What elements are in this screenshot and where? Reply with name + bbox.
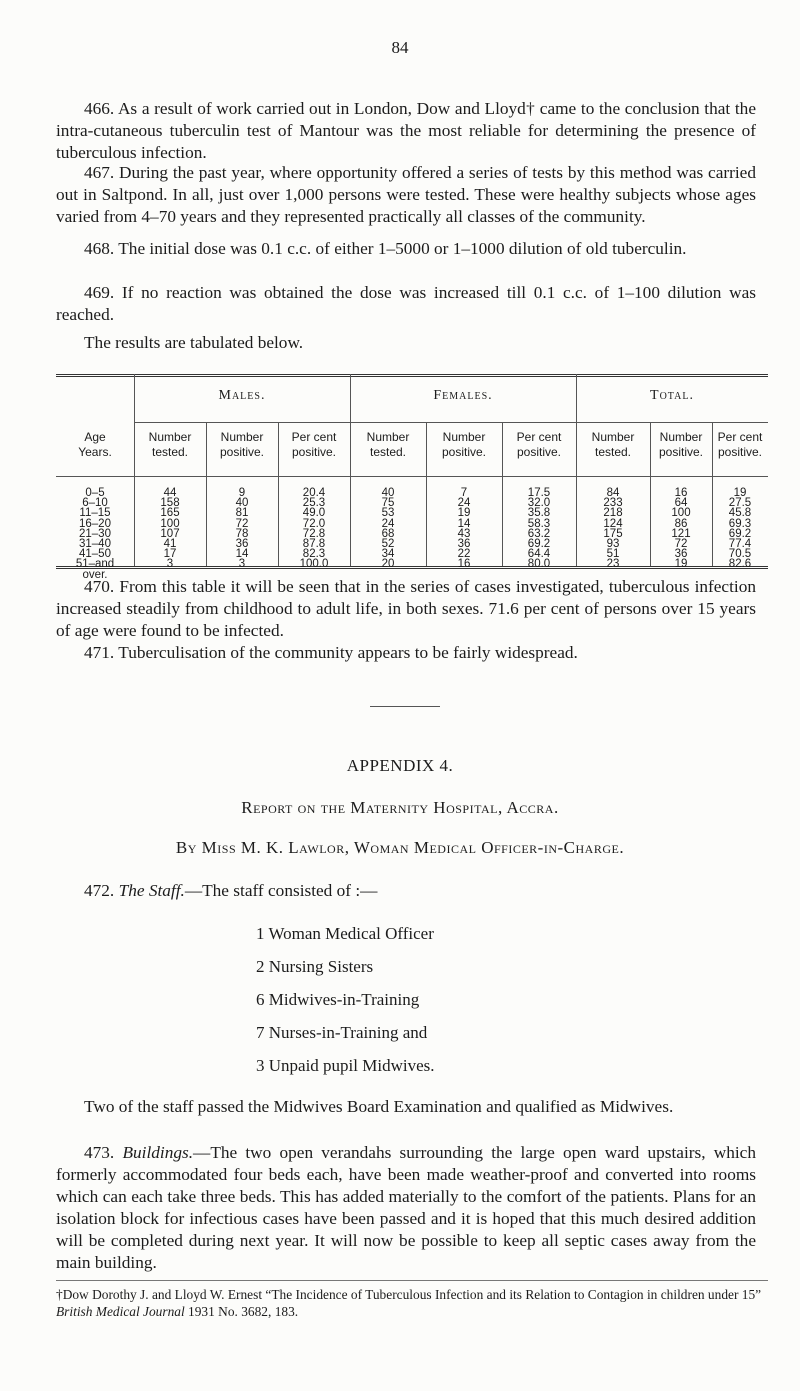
page-number: 84 — [391, 38, 409, 57]
age-cell: 51–and — [75, 558, 115, 571]
column-header-line: Number — [148, 430, 192, 444]
age-cell: 6–10 — [82, 497, 108, 510]
table-cell: 51 — [606, 548, 620, 561]
column-header-line: positive. — [441, 445, 487, 459]
table-top-rule — [56, 374, 768, 377]
paragraph-473 — [56, 1142, 756, 1274]
table-cell: 36 — [674, 548, 688, 561]
table-cell: 3 — [238, 558, 246, 571]
table-cell: 53 — [381, 507, 395, 520]
table-group-rule — [134, 422, 768, 423]
column-header — [426, 430, 502, 460]
table-cell: 233 — [603, 497, 623, 510]
table-cell: 43 — [457, 527, 471, 540]
column-header-line: positive. — [219, 445, 265, 459]
column-header-line: Per cent — [717, 430, 763, 444]
column-header — [278, 430, 350, 460]
table-cell: 16 — [674, 487, 688, 499]
table-cell: 25.3 — [302, 497, 326, 510]
table-cell: 121 — [671, 527, 691, 540]
table-cell: 34 — [381, 548, 395, 561]
staff-list-item: 1 Woman Medical Officer — [256, 924, 434, 943]
table-cell: 75 — [381, 497, 395, 510]
table-cell: 9 — [238, 487, 246, 499]
table-cell: 93 — [606, 538, 620, 550]
staff-list-item: 7 Nurses-in-Training and — [256, 1023, 428, 1042]
table-cell: 44 — [163, 487, 177, 499]
table-cell: 86 — [674, 517, 688, 530]
paragraph-473-body: —The two open verandahs surrounding the large open ward upstairs, which formerly accommodated four beds each, have been made weather-proof and converted into rooms which can each take three beds. This has added materially to the comfort of the patients. Plans for an isolation block for infectious cases have been passed and it is hoped that this much desired addition will be completed during next year. It will now be possible to keep all septic cases away from the main building. — [56, 1143, 756, 1272]
column-header-line: tested. — [151, 445, 189, 459]
paragraph-470-text: 470. From this table it will be seen that in the series of cases investigated, tuberculous infection increased steadily from childhood to adult life, in both sexes. 71.6 per cent of persons over 15 years of age were found to be infected. — [56, 577, 756, 640]
column-header — [502, 430, 576, 460]
table-cell: 77.4 — [728, 538, 752, 550]
paragraph-472-body: —The staff consisted of :— — [184, 881, 378, 900]
table-cell: 19 — [457, 507, 471, 520]
table-cell: 165 — [160, 507, 180, 520]
paragraph-470 — [56, 576, 756, 642]
table-cell: 100 — [671, 507, 691, 520]
table-cell: 100.0 — [299, 558, 329, 571]
table-cell: 23 — [606, 558, 620, 571]
table-cell: 72.0 — [302, 517, 326, 530]
table-cell: 72.8 — [302, 527, 326, 540]
table-cell: 20.4 — [302, 487, 326, 499]
group-males: Males. — [218, 388, 266, 403]
group-females: Females. — [433, 388, 493, 403]
table-cell: 41 — [163, 538, 177, 550]
column-header-line: tested. — [369, 445, 407, 459]
table-cell: 22 — [457, 548, 471, 561]
table-cell: 158 — [160, 497, 180, 510]
paragraph-473-heading: Buildings. — [122, 1143, 194, 1162]
table-cell: 64.4 — [527, 548, 551, 561]
table-cell: 35.8 — [527, 507, 551, 520]
table-cell: 45.8 — [728, 507, 752, 520]
column-header-line: Number — [591, 430, 635, 444]
table-cell: 16 — [457, 558, 471, 571]
table-cell: 107 — [160, 527, 180, 540]
age-cell: 31–40 — [79, 538, 111, 550]
column-header-line: Number — [220, 430, 264, 444]
section-divider — [370, 706, 440, 707]
age-header — [56, 430, 134, 460]
staff-list-item: 3 Unpaid pupil Midwives. — [256, 1056, 435, 1075]
table-cell: 175 — [603, 527, 623, 540]
table-cell: 17.5 — [527, 487, 551, 499]
table-cell: 124 — [603, 517, 623, 530]
table-cell: 72 — [674, 538, 688, 550]
footnote-text: †Dow Dorothy J. and Lloyd W. Ernest “The Incidence of Tuberculous Infection and its Relation to Contagion in children under 15” — [56, 1287, 762, 1302]
column-header-line: positive. — [717, 445, 763, 459]
table-cell: 68 — [381, 527, 395, 540]
staff-list-item: 6 Midwives-in-Training — [256, 990, 420, 1009]
paragraph-staff-exam — [56, 1096, 756, 1118]
age-cell: 11–15 — [79, 507, 111, 520]
table-cell: 14 — [235, 548, 249, 561]
staff-exam-text: Two of the staff passed the Midwives Board Examination and qualified as Midwives. — [84, 1097, 674, 1116]
age-header-line: Age — [84, 430, 106, 444]
age-cell: 21–30 — [79, 527, 111, 540]
report-author: By Miss M. K. Lawlor, Woman Medical Officer-in-Charge. — [175, 838, 625, 857]
table-cell: 27.5 — [728, 497, 752, 510]
table-cell: 70.5 — [728, 548, 752, 561]
paragraph-471 — [56, 642, 756, 664]
paragraph-472 — [56, 880, 756, 902]
table-cell: 82.6 — [728, 558, 752, 571]
table-cell: 40 — [381, 487, 395, 499]
column-header — [650, 430, 712, 460]
table-cell: 32.0 — [527, 497, 551, 510]
table-cell: 72 — [235, 517, 249, 530]
column-header-line: positive. — [516, 445, 562, 459]
column-header-line: positive. — [291, 445, 337, 459]
table-cell: 82.3 — [302, 548, 326, 561]
group-total: Total. — [650, 388, 694, 403]
paragraph-tabulated — [56, 332, 756, 354]
column-header — [206, 430, 278, 460]
table-cell: 69.2 — [527, 538, 551, 550]
table-cell: 87.8 — [302, 538, 326, 550]
table-cell: 20 — [381, 558, 395, 571]
table-cell: 69.3 — [728, 517, 752, 530]
age-cell: 0–5 — [85, 487, 105, 499]
report-title: Report on the Maternity Hospital, Accra. — [241, 798, 559, 817]
column-header — [350, 430, 426, 460]
paragraph-469 — [56, 282, 756, 326]
age-cell-continuation: over. — [82, 568, 108, 581]
table-cell: 218 — [603, 507, 623, 520]
paragraph-473-text — [56, 1142, 756, 1274]
staff-list-item: 2 Nursing Sisters — [256, 957, 374, 976]
column-header-line: positive. — [658, 445, 704, 459]
paragraph-469-text: 469. If no reaction was obtained the dose was increased till 0.1 c.c. of 1–100 dilution was reached. — [56, 283, 756, 324]
table-cell: 17 — [163, 548, 177, 561]
paragraph-466-text: 466. As a result of work carried out in London, Dow and Lloyd† came to the conclusion that the intra-cutaneous tuberculin test of Mantour was the most reliable for determining the presence of tuberculous infection. — [56, 99, 756, 162]
table-cell: 19 — [674, 558, 688, 571]
table-cell: 14 — [457, 517, 471, 530]
table-cell: 24 — [381, 517, 395, 530]
column-header-line: Per cent — [291, 430, 337, 444]
table-cell: 40 — [235, 497, 249, 510]
table-cell: 36 — [235, 538, 249, 550]
table-cell: 69.2 — [728, 527, 752, 540]
age-cell: 16–20 — [79, 517, 111, 530]
column-header-line: tested. — [594, 445, 632, 459]
column-header — [576, 430, 650, 460]
column-header — [134, 430, 206, 460]
paragraph-468 — [56, 238, 756, 260]
paragraph-468-text: 468. The initial dose was 0.1 c.c. of either 1–5000 or 1–1000 dilution of old tuberculin. — [84, 239, 687, 258]
table-cell: 19 — [733, 487, 747, 499]
table-cell: 3 — [166, 558, 174, 571]
age-cell: 41–50 — [79, 548, 111, 561]
column-header — [712, 430, 768, 460]
paragraph-472-heading: The Staff. — [118, 881, 185, 900]
paragraph-467 — [56, 162, 756, 228]
column-header-line: Number — [442, 430, 486, 444]
appendix-title: APPENDIX 4. — [346, 756, 454, 775]
table-cell: 52 — [381, 538, 395, 550]
table-cell: 64 — [674, 497, 688, 510]
table-cell: 7 — [460, 487, 468, 499]
footnote — [56, 1286, 768, 1320]
paragraph-466 — [56, 98, 756, 164]
footnote-citation: 1931 No. 3682, 183. — [184, 1304, 299, 1319]
footnote-rule — [56, 1280, 768, 1281]
table-header-rule — [56, 476, 768, 477]
column-header-line: Number — [366, 430, 410, 444]
paragraph-467-text: 467. During the past year, where opportunity offered a series of tests by this method was carried out in Saltpond. In all, just over 1,000 persons were tested. These were healthy subjects whose ages varied from 4–70 years and they represented practically all classes of the community. — [56, 163, 756, 226]
table-cell: 58.3 — [527, 517, 551, 530]
table-cell: 63.2 — [527, 527, 551, 540]
table-cell: 81 — [235, 507, 249, 520]
table-cell: 100 — [160, 517, 180, 530]
tabulated-text: The results are tabulated below. — [84, 333, 304, 352]
table-cell: 36 — [457, 538, 471, 550]
age-header-line: Years. — [78, 445, 112, 459]
column-header-line: Per cent — [516, 430, 562, 444]
results-table — [56, 374, 768, 581]
table-cell: 24 — [457, 497, 471, 510]
table-cell: 80.0 — [527, 558, 551, 571]
paragraph-471-text: 471. Tuberculisation of the community appears to be fairly widespread. — [84, 643, 578, 662]
paragraph-472-text — [56, 880, 756, 902]
column-header-line: Number — [659, 430, 703, 444]
paragraph-472-number: 472. — [84, 881, 115, 900]
table-cell: 78 — [235, 527, 249, 540]
footnote-journal: British Medical Journal — [56, 1304, 185, 1319]
table-cell: 49.0 — [302, 507, 326, 520]
table-cell: 84 — [606, 487, 620, 499]
paragraph-473-number: 473. — [84, 1143, 115, 1162]
